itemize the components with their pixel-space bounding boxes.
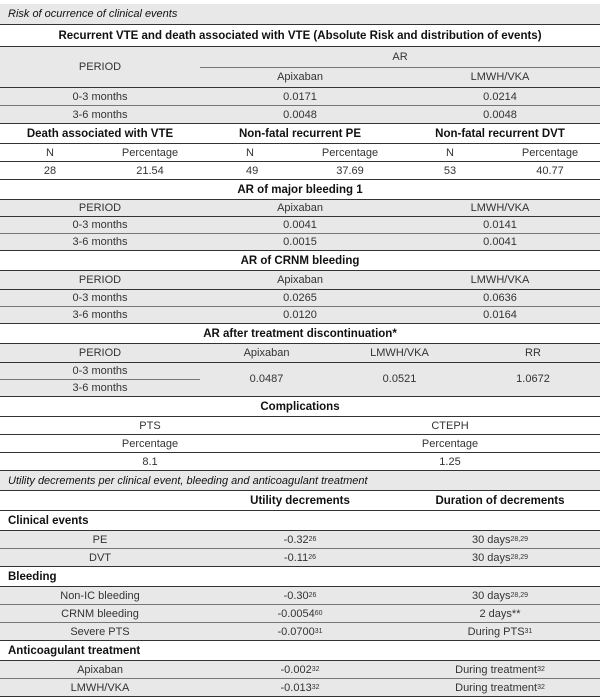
value-cell: 0.0041 xyxy=(483,236,517,248)
duration-text: 30 days xyxy=(471,589,511,602)
section-row xyxy=(0,641,600,660)
major-title-row xyxy=(0,180,600,199)
value-cell: 0.0487 xyxy=(249,373,284,385)
section-clinical: Clinical events xyxy=(8,514,89,527)
row-name: Severe PTS xyxy=(70,625,130,638)
duration-text: 30 days xyxy=(471,551,511,564)
period-cell: 0-3 months xyxy=(72,364,128,377)
table-row xyxy=(0,531,600,548)
lmwh-header: LMWH/VKA xyxy=(470,274,530,286)
value-cell: 0.0265 xyxy=(283,292,317,304)
table-row xyxy=(0,217,600,233)
cteph-header: CTEPH xyxy=(431,419,469,432)
value-cell: 0.0048 xyxy=(283,108,317,121)
section-row xyxy=(0,567,600,586)
table-row xyxy=(0,623,600,640)
period-cell: 3-6 months xyxy=(72,236,128,248)
duration-value: During treatment 32 xyxy=(455,681,545,694)
divider xyxy=(200,67,600,68)
n-header: N xyxy=(46,146,54,159)
divider xyxy=(0,362,600,363)
duration-value: During treatment 32 xyxy=(455,663,545,676)
value-cell: 53 xyxy=(443,164,457,177)
table-row xyxy=(0,549,600,566)
complications-sub-row xyxy=(0,435,600,452)
row-name: Apixaban xyxy=(77,663,123,676)
section-bleeding: Bleeding xyxy=(8,570,57,583)
value-cell: 0.0164 xyxy=(483,309,517,321)
events-header-row xyxy=(0,144,600,161)
value-cell: 1.25 xyxy=(439,455,461,468)
utility-number: -0.30 xyxy=(283,589,309,602)
value-cell: 28 xyxy=(43,164,57,177)
section-row xyxy=(0,511,600,530)
table-row xyxy=(0,162,600,179)
value-cell: 0.0120 xyxy=(283,309,317,321)
utility-header-row xyxy=(0,491,600,510)
events-group-row xyxy=(0,124,600,143)
utility-value: -0.11 26 xyxy=(283,551,317,564)
utility-number: -0.11 xyxy=(283,551,309,564)
table-row xyxy=(0,290,600,306)
apixaban-header: Apixaban xyxy=(243,347,290,359)
table-row xyxy=(0,605,600,622)
n-header: N xyxy=(246,146,254,159)
row-name: CRNM bleeding xyxy=(61,607,139,620)
group-dvt: Non-fatal recurrent DVT xyxy=(435,127,565,140)
pct-header: Percentage xyxy=(321,146,379,159)
utility-number: -0.0054 xyxy=(277,607,315,620)
utility-value: -0.0054 60 xyxy=(277,607,323,620)
period-header: PERIOD xyxy=(78,202,122,214)
row-name: Non-IC bleeding xyxy=(60,589,140,602)
table-row xyxy=(0,307,600,323)
utility-title-row xyxy=(0,471,600,490)
discont-title: AR after treatment discontinuation* xyxy=(203,327,397,340)
pct-header: Percentage xyxy=(121,146,179,159)
group-death: Death associated with VTE xyxy=(26,127,174,140)
table-row xyxy=(0,106,600,123)
apixaban-header: Apixaban xyxy=(277,71,323,83)
value-cell: 49 xyxy=(246,164,259,177)
crnm-title: AR of CRNM bleeding xyxy=(240,254,360,267)
utility-number: -0.32 xyxy=(283,533,309,546)
value-cell: 40.77 xyxy=(536,164,564,177)
value-cell: 0.0636 xyxy=(483,292,517,304)
duration-value: 30 days 28,29 xyxy=(471,589,529,602)
value-cell: 0.0214 xyxy=(483,90,517,103)
duration-value: 30 days 28,29 xyxy=(471,533,529,546)
pct-header: Percentage xyxy=(521,146,579,159)
value-cell: 0.0048 xyxy=(483,108,517,121)
period-cell: 3-6 months xyxy=(72,381,128,394)
table-row xyxy=(0,661,600,678)
table-title: Risk of ocurrence of clinical events xyxy=(8,8,178,20)
period-cell: 3-6 months xyxy=(72,309,128,321)
duration-value: 30 days 28,29 xyxy=(471,551,529,564)
duration-text: 2 days** xyxy=(479,607,521,620)
section-anticoag: Anticoagulant treatment xyxy=(8,644,141,657)
utility-value: -0.013 32 xyxy=(280,681,320,694)
n-header: N xyxy=(446,146,454,159)
utility-value: -0.002 32 xyxy=(280,663,320,676)
utility-number: -0.013 xyxy=(280,681,312,694)
crnm-header-row xyxy=(0,271,600,289)
apixaban-header: Apixaban xyxy=(277,274,323,286)
period-header: PERIOD xyxy=(78,274,122,286)
duration-header: Duration of decrements xyxy=(435,494,565,507)
period-header: PERIOD xyxy=(78,61,122,73)
pct-header: Percentage xyxy=(121,437,179,450)
table-row xyxy=(0,587,600,604)
value-cell: 0.0041 xyxy=(283,219,317,231)
table-title-row xyxy=(0,4,600,24)
period-cell: 0-3 months xyxy=(72,90,128,103)
crnm-title-row xyxy=(0,251,600,270)
utility-value: -0.0700 31 xyxy=(277,625,323,638)
duration-value: During PTS 31 xyxy=(467,625,533,638)
row-name: LMWH/VKA xyxy=(70,681,130,694)
complications-header-row xyxy=(0,417,600,434)
period-cell: 3-6 months xyxy=(72,108,128,121)
duration-text: 30 days xyxy=(471,533,511,546)
value-cell: 21.54 xyxy=(136,164,164,177)
ar-header: AR xyxy=(392,51,408,63)
duration-value xyxy=(400,605,600,622)
period-cell: 0-3 months xyxy=(72,292,128,304)
recurrent-title: Recurrent VTE and death associated with VTE (Absolute Risk and distribution of events) xyxy=(58,29,542,42)
value-cell: 8.1 xyxy=(142,455,158,468)
utility-number: -0.0700 xyxy=(277,625,315,638)
utility-title: Utility decrements per clinical event, bleeding and anticoagulant treatment xyxy=(8,474,368,487)
discont-block xyxy=(0,344,600,396)
group-pe: Non-fatal recurrent PE xyxy=(238,127,362,140)
value-cell: 0.0171 xyxy=(283,90,317,103)
table-row xyxy=(0,88,600,105)
duration-text: During treatment xyxy=(455,681,538,694)
pts-header: PTS xyxy=(139,419,161,432)
value-cell: 37.69 xyxy=(336,164,364,177)
table-row xyxy=(0,679,600,696)
lmwh-header: LMWH/VKA xyxy=(470,202,530,214)
period-cell: 0-3 months xyxy=(72,219,128,231)
apixaban-header: Apixaban xyxy=(277,202,323,214)
recurrent-title-row xyxy=(0,25,600,46)
value-cell: 0.0015 xyxy=(283,236,317,248)
major-header-row xyxy=(0,200,600,216)
utility-value: -0.30 26 xyxy=(283,589,317,602)
utility-value: -0.32 26 xyxy=(283,533,317,546)
complications-title: Complications xyxy=(260,400,340,413)
period-header: PERIOD xyxy=(78,347,122,359)
duration-text: During treatment xyxy=(455,663,538,676)
lmwh-header: LMWH/VKA xyxy=(370,347,429,359)
utility-header: Utility decrements xyxy=(250,494,350,507)
pct-header: Percentage xyxy=(421,437,479,450)
row-name: PE xyxy=(92,533,108,546)
duration-text: During PTS xyxy=(467,625,525,638)
value-cell: 0.0521 xyxy=(382,373,417,385)
discont-title-row xyxy=(0,324,600,343)
divider xyxy=(0,379,200,380)
value-cell: 0.0141 xyxy=(483,219,517,231)
lmwh-header: LMWH/VKA xyxy=(470,71,530,83)
table-row xyxy=(0,234,600,250)
row-name: DVT xyxy=(89,551,111,564)
rr-header: RR xyxy=(525,347,541,359)
value-cell: 1.0672 xyxy=(516,373,550,385)
complications-title-row xyxy=(0,397,600,416)
table-row xyxy=(0,453,600,470)
major-title: AR of major bleeding 1 xyxy=(237,183,363,196)
utility-number: -0.002 xyxy=(280,663,312,676)
